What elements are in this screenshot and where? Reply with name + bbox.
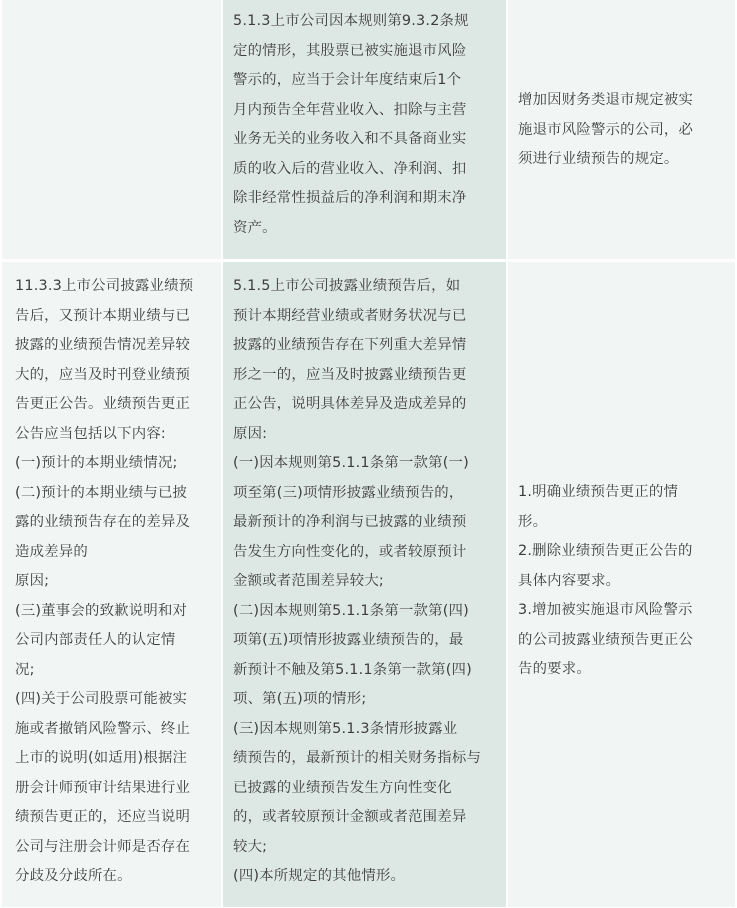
- text-line: (三)董事会的致歉说明和对: [15, 602, 188, 619]
- text-line: 质的收入后的营业收入、净利润、扣: [233, 160, 467, 177]
- text-line: (三)因本规则第5.1.3条情形披露业: [233, 720, 458, 737]
- text-line: 3.增加被实施退市风险警示: [518, 602, 693, 618]
- text-line: (一)因本规则第5.1.1条第一款第(一): [233, 455, 469, 471]
- text-line: 金额或者范围差异较大;: [233, 573, 384, 589]
- text-line: 除非经常性损益后的净利润和期末净: [233, 190, 467, 206]
- text-line: 披露的业绩预告情况差异较: [15, 337, 191, 353]
- text-line: 公司内部责任人的认定情: [15, 632, 176, 648]
- text-line: 露的业绩预告存在的差异及: [15, 514, 191, 530]
- text-line: 原因:: [233, 425, 268, 442]
- text-line: 新预计不触及第5.1.1条第一款第(四): [233, 661, 472, 678]
- row2-revised-rule-text: [233, 262, 498, 892]
- text-line: 增加因财务类退市规定被实: [518, 92, 694, 108]
- text-line: 册会计师预审计结果进行业: [15, 779, 191, 796]
- row2-explanation-text: [518, 262, 727, 685]
- text-line: 原因;: [15, 573, 50, 589]
- text-line: 1.明确业绩预告更正的情: [518, 484, 679, 500]
- text-line: 形之一的，应当及时披露业绩预告更: [233, 366, 467, 383]
- text-line: 正公告，说明具体差异及造成差异的: [233, 396, 467, 412]
- text-line: 告发生方向性变化的，或者较原预计: [233, 543, 467, 560]
- text-line: 已披露的业绩预告发生方向性变化: [233, 779, 452, 796]
- text-line: 月内预告全年营业收入、扣除与主营: [233, 101, 467, 118]
- text-line: (二)因本规则第5.1.1条第一款第(四): [233, 602, 469, 619]
- text-line: 告的要求。: [518, 661, 591, 677]
- text-line: 公司与注册会计师是否存在: [15, 838, 191, 855]
- text-line: 资产。: [233, 219, 277, 236]
- row2-original-rule-cell: [2, 262, 221, 907]
- text-line: 项至第(三)项情形披露业绩预告的，: [233, 484, 464, 501]
- text-line: (一)预计的本期业绩情况;: [15, 455, 178, 471]
- row2-original-rule-text: [15, 262, 211, 892]
- text-line: 2.删除业绩预告更正公告的: [518, 543, 693, 559]
- text-line: 项、第(五)项的情形;: [233, 691, 367, 707]
- text-line: 预计本期经营业绩或者财务状况与已: [233, 307, 467, 324]
- text-line: 况;: [15, 661, 35, 678]
- text-line: (四)本所规定的其他情形。: [233, 868, 406, 884]
- text-line: (四)关于公司股票可能被实: [15, 691, 188, 707]
- text-line: 警示的，应当于会计年度结束后1个: [233, 72, 462, 88]
- text-line: 11.3.3上市公司披露业绩预: [15, 278, 194, 294]
- text-line: 项第(五)项情形披露业绩预告的，最: [233, 632, 464, 648]
- text-line: 施或者撤销风险警示、终止: [15, 720, 191, 737]
- row1-explanation-text: [518, 0, 727, 175]
- text-line: 造成差异的: [15, 543, 88, 560]
- text-line: 业务无关的业务收入和不具备商业实: [233, 131, 467, 147]
- text-line: 分歧及分歧所在。: [15, 868, 132, 884]
- text-line: 绩预告更正的，还应当说明: [15, 809, 191, 825]
- text-line: 告后，又预计本期业绩与已: [15, 307, 191, 324]
- text-line: 5.1.3上市公司因本规则第9.3.2条规: [233, 13, 469, 29]
- text-line: 施退市风险警示的公司，必: [518, 121, 694, 138]
- text-line: 绩预告的，最新预计的相关财务指标与: [233, 750, 482, 766]
- row2-explanation-cell: [508, 262, 735, 907]
- text-line: 上市的说明(如适用)根据注: [15, 750, 188, 766]
- text-line: 较大;: [233, 838, 268, 855]
- row1-revised-rule-text: [233, 0, 498, 243]
- text-line: 形。: [518, 513, 548, 530]
- text-line: 披露的业绩预告存在下列重大差异情: [233, 337, 467, 353]
- text-line: 定的情形，其股票已被实施退市风险: [233, 42, 467, 59]
- row1-original-rule-cell: [2, 0, 221, 259]
- text-line: 的公司披露业绩预告更正公: [518, 631, 694, 648]
- text-line: 的，或者较原预计金额或者范围差异: [233, 809, 467, 825]
- text-line: (二)预计的本期业绩与已披: [15, 484, 188, 501]
- row1-revised-rule-cell: [223, 0, 506, 259]
- text-line: 5.1.5上市公司披露业绩预告后，如: [233, 278, 461, 294]
- text-line: 告更正公告。业绩预告更正: [15, 396, 191, 412]
- text-line: 最新预计的净利润与已披露的业绩预: [233, 514, 467, 530]
- text-line: 具体内容要求。: [518, 572, 621, 589]
- text-line: 大的，应当及时刊登业绩预: [15, 366, 191, 383]
- row1-explanation-cell: [508, 0, 735, 259]
- text-line: 须进行业绩预告的规定。: [518, 151, 679, 167]
- row2-revised-rule-cell: [223, 262, 506, 907]
- text-line: 公告应当包括以下内容:: [15, 425, 166, 442]
